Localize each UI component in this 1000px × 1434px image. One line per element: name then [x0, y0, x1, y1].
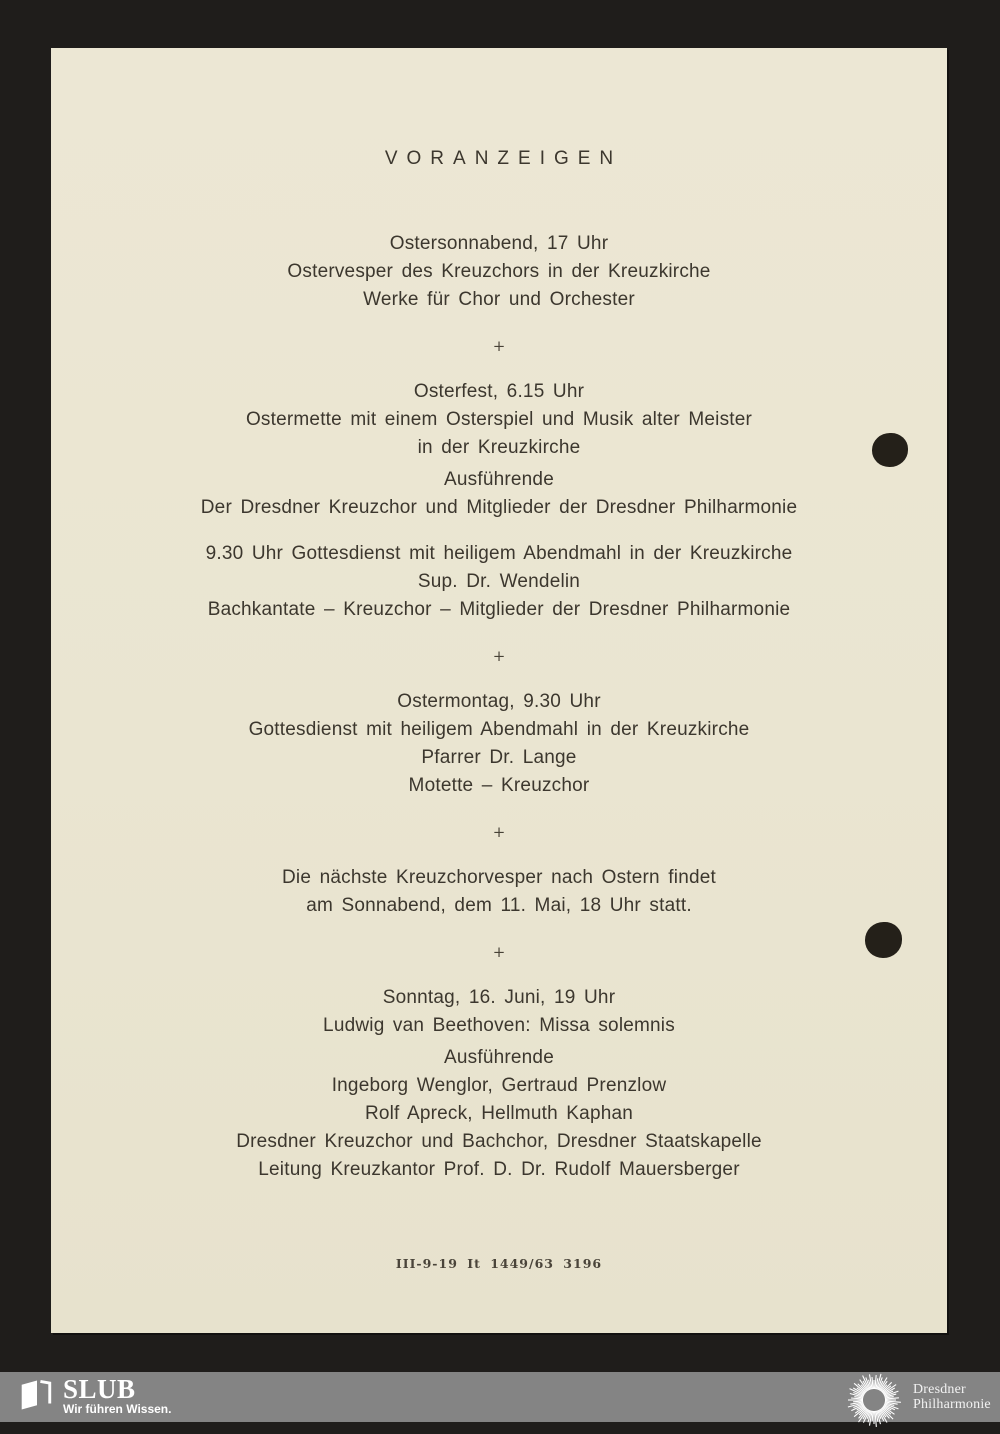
- open-book-icon: [20, 1379, 54, 1416]
- document-line: Pfarrer Dr. Lange: [421, 747, 577, 768]
- document-line: Sup. Dr. Wendelin: [417, 571, 581, 592]
- document-line: Bachkantate – Kreuzchor – Mitglieder der Dresdner Philharmonie: [207, 599, 791, 620]
- section-divider-cross: +: [492, 823, 506, 841]
- section-osterfest: [51, 378, 947, 624]
- document-line: Ostermette mit einem Osterspiel und Musik alter Meister: [245, 409, 753, 430]
- philharmonie-name: [913, 1382, 991, 1412]
- document-line: Ausführende: [444, 1047, 554, 1068]
- document-line: Ostermontag, 9.30 Uhr: [397, 691, 601, 712]
- section-missa-solemnis: [51, 984, 947, 1184]
- document-line: Motette – Kreuzchor: [408, 775, 590, 796]
- document-line: Osterfest, 6.15 Uhr: [413, 381, 585, 402]
- document-line: Ingeborg Wenglor, Gertraud Prenzlow: [331, 1075, 667, 1096]
- hole-punch: [872, 433, 908, 467]
- starburst-icon: [845, 1371, 903, 1429]
- section-ostermontag: [51, 688, 947, 800]
- page-title: VORANZEIGEN: [384, 148, 623, 169]
- slub-wordmark: SLUB: [63, 1374, 136, 1404]
- slub-logo[interactable]: [20, 1376, 171, 1417]
- document-line: Dresdner Kreuzchor und Bachchor, Dresdner Staatskapelle: [236, 1131, 762, 1152]
- document-line: Die nächste Kreuzchorvesper nach Ostern findet: [282, 867, 716, 888]
- philharmonie-name-line2: Philharmonie: [913, 1397, 991, 1412]
- scanned-page: [51, 48, 947, 1333]
- slub-tagline: Wir führen Wissen.: [63, 1402, 172, 1416]
- section-kreuzchorvesper: [51, 864, 947, 920]
- document-line: Werke für Chor und Orchester: [363, 289, 635, 310]
- document-line: Ostersonnabend, 17 Uhr: [389, 233, 609, 254]
- document-line: Ostervesper des Kreuzchors in der Kreuzkirche: [287, 261, 711, 282]
- document-line: Leitung Kreuzkantor Prof. D. Dr. Rudolf Mauersberger: [258, 1159, 740, 1180]
- document-line: Sonntag, 16. Juni, 19 Uhr: [382, 987, 616, 1008]
- document-line: Gottesdienst mit heiligem Abendmahl in der Kreuzkirche: [248, 719, 750, 740]
- document-line: Ausführende: [444, 469, 554, 490]
- document-line: am Sonnabend, dem 11. Mai, 18 Uhr statt.: [306, 895, 692, 916]
- document-line: Ludwig van Beethoven: Missa solemnis: [323, 1015, 675, 1036]
- section-ostersonnabend: [51, 230, 947, 314]
- viewer-footer-bar: [0, 1372, 1000, 1422]
- print-reference: III-9-19 It 1449/63 3196: [395, 1256, 603, 1271]
- section-divider-cross: +: [492, 647, 506, 665]
- document-line: in der Kreuzkirche: [417, 437, 581, 458]
- document-line: 9.30 Uhr Gottesdienst mit heiligem Abendmahl in der Kreuzkirche: [205, 543, 793, 564]
- hole-punch: [865, 922, 902, 958]
- document-line: Rolf Apreck, Hellmuth Kaphan: [364, 1103, 634, 1124]
- philharmonie-logo[interactable]: [845, 1372, 991, 1422]
- section-divider-cross: +: [492, 337, 506, 355]
- philharmonie-name-line1: Dresdner: [913, 1382, 966, 1397]
- section-divider-cross: +: [492, 943, 506, 961]
- document-line: Der Dresdner Kreuzchor und Mitglieder der Dresdner Philharmonie: [200, 497, 798, 518]
